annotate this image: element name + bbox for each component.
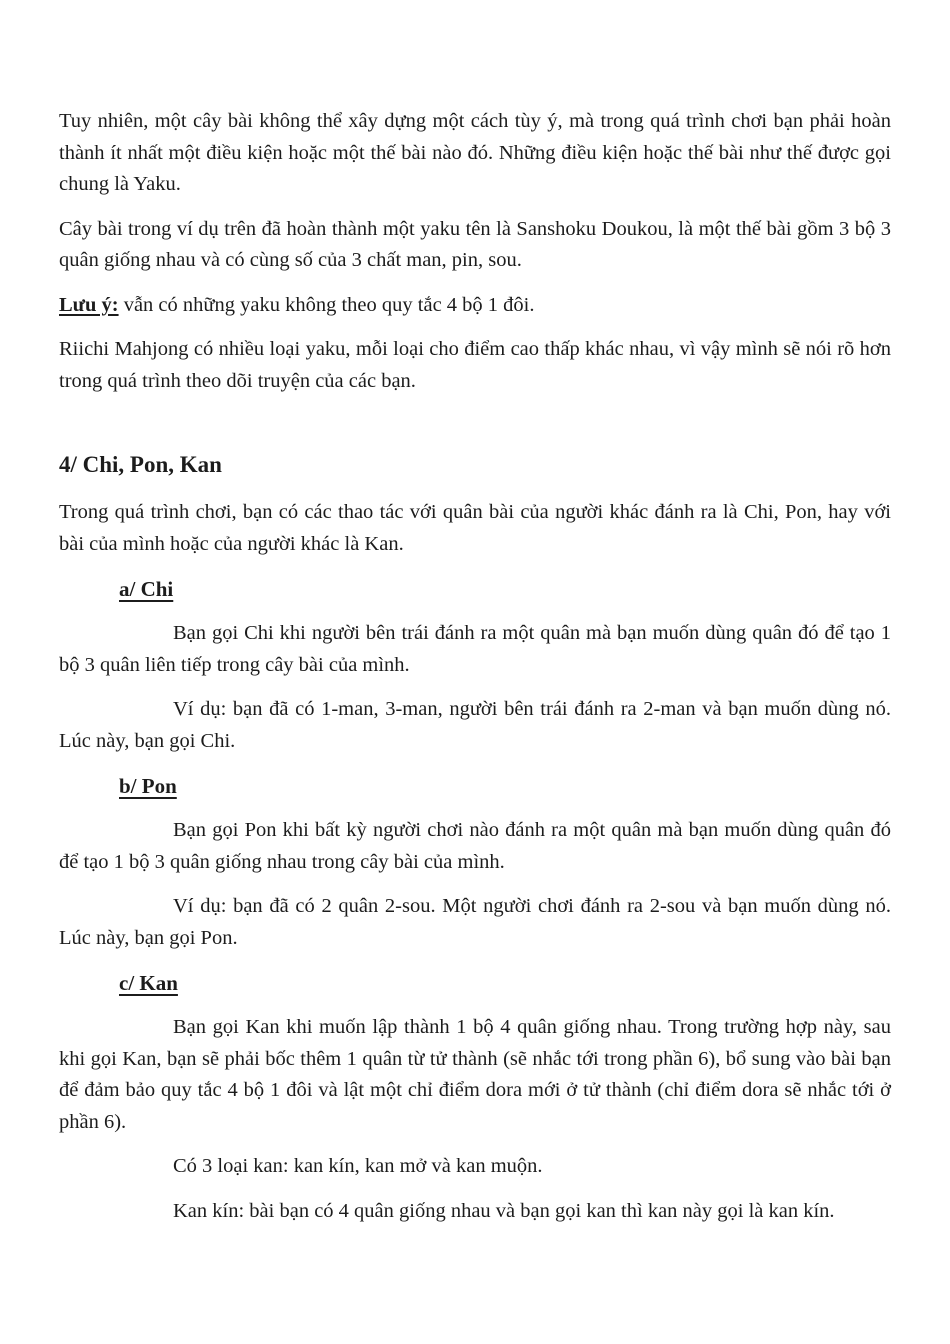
- paragraph-kan-rule: Bạn gọi Kan khi muốn lập thành 1 bộ 4 quân giống nhau. Trong trường hợp này, sau khi gọi Kan, bạn sẽ phải bốc thêm 1 quân từ tử thành (sẽ nhắc tới trong phần 6), bổ sung vào bài bạn để đảm bảo quy tắc 4 bộ 1 đôi và lật một chỉ điểm dora mới ở tử thành (chỉ điểm dora sẽ nhắc tới ở phần 6).: [59, 1016, 891, 1133]
- note-label: Lưu ý:: [59, 293, 119, 316]
- paragraph-yaku-definition: Tuy nhiên, một cây bài không thể xây dựng một cách tùy ý, mà trong quá trình chơi bạn phải hoàn thành ít nhất một điều kiện hoặc một thế bài nào đó. Những điều kiện hoặc thế bài như thế được gọi chung là Yaku.: [59, 110, 891, 195]
- paragraph-section-intro: Trong quá trình chơi, bạn có các thao tác với quân bài của người khác đánh ra là Chi, Pon, hay với bài của mình hoặc của người khác là Kan.: [59, 501, 891, 555]
- paragraph-kan-closed: Kan kín: bài bạn có 4 quân giống nhau và bạn gọi kan thì kan này gọi là kan kín.: [173, 1199, 835, 1222]
- sub-heading-chi-label: a/ Chi: [119, 577, 174, 601]
- sub-heading-kan-label: c/ Kan: [119, 971, 178, 995]
- sub-heading-pon: [119, 771, 891, 802]
- sub-heading-chi: [119, 574, 891, 605]
- paragraph-kan-types: Có 3 loại kan: kan kín, kan mở và kan muộn.: [173, 1155, 543, 1177]
- sub-heading-pon-label: b/ Pon: [119, 774, 177, 798]
- paragraph-note: [59, 290, 891, 322]
- paragraph-sanshoku-example: Cây bài trong ví dụ trên đã hoàn thành một yaku tên là Sanshoku Doukou, là một thế bài gồm 3 bộ 3 quân giống nhau và có cùng số của 3 chất man, pin, sou.: [59, 217, 891, 271]
- paragraph-chi-rule: Bạn gọi Chi khi người bên trái đánh ra một quân mà bạn muốn dùng quân đó để tạo 1 bộ 3 quân liên tiếp trong cây bài của mình.: [59, 622, 891, 676]
- note-text: vẫn có những yaku không theo quy tắc 4 bộ 1 đôi.: [118, 293, 535, 316]
- paragraph-pon-rule: Bạn gọi Pon khi bất kỳ người chơi nào đánh ra một quân mà bạn muốn dùng quân đó để tạo 1 bộ 3 quân giống nhau trong cây bài của mình.: [59, 819, 891, 873]
- section-heading-chi-pon-kan: 4/ Chi, Pon, Kan: [59, 452, 222, 477]
- paragraph-pon-example: Ví dụ: bạn đã có 2 quân 2-sou. Một người chơi đánh ra 2-sou và bạn muốn dùng nó. Lúc này, bạn gọi Pon.: [59, 895, 891, 949]
- paragraph-chi-example: Ví dụ: bạn đã có 1-man, 3-man, người bên trái đánh ra 2-man và bạn muốn dùng nó. Lúc này, bạn gọi Chi.: [59, 698, 891, 752]
- sub-heading-kan: [119, 968, 891, 999]
- paragraph-yaku-variety: Riichi Mahjong có nhiều loại yaku, mỗi loại cho điểm cao thấp khác nhau, vì vậy mình sẽ nói rõ hơn trong quá trình theo dõi truyện của các bạn.: [59, 338, 891, 392]
